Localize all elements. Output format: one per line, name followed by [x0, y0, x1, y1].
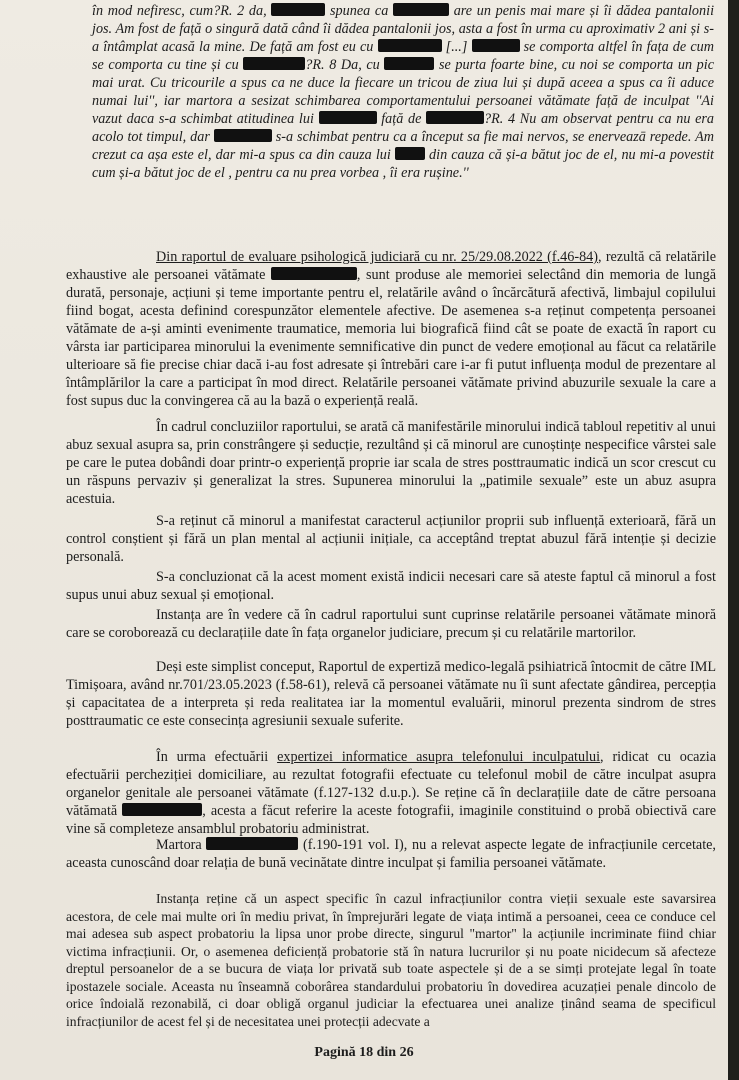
redaction-mark — [122, 803, 202, 816]
paragraph-text: În urma efectuării — [156, 749, 278, 765]
paragraph-psychiatric-expertise: Deși este simplist conceput, Raportul de expertiză medico-legală psihiatrică întocmit de către IML Timișoara, având nr.701/23.05.2023 (f.58-61), relevă că persoanei vătămate nu îi sunt afectate gândirea, percepția și capacitatea de a interpreta și reda realitatea iar la momentul evaluării, minorul prezenta sindrom de stres posttraumatic ce este consecința agresiunii sexuale suferite. — [66, 659, 716, 729]
testimony-quote — [92, 2, 714, 182]
paragraph-text: (f.190-191 vol. I), nu a relevat aspecte legate de infracțiunile cercetate, aceasta cunoscând doar relația de bună vecinătate dintre inculpat și familia persoanei vătămate. — [66, 837, 716, 871]
quote-segment: s-a schimbat pentru ca a început sa fie mai nervos, se enerveazā repede. Am crezut ca așa este el, dar mi-a spus ca din cauza lui — [92, 129, 714, 163]
paragraph-psych-report — [66, 248, 716, 410]
redaction-mark — [243, 57, 305, 70]
expertise-reference: expertizei informatice asupra telefonului inculpatului — [277, 749, 601, 765]
quote-segment: ?R. 8 Da, cu — [305, 57, 385, 73]
quote-segment: față de — [376, 111, 427, 127]
quote-segment: din cauza că și-a bătut joc de el, nu mi-a povestit cum și-a bătut joc de el , pentru ca nu prea vorbea , îi era rușine.'' — [92, 147, 714, 181]
paragraph-witness — [66, 836, 716, 872]
paragraph-court-considers: Instanța are în vedere că în cadrul raportului sunt cuprinse relatările persoanei vătămate minoră care se coroborează cu declarațiile date în fața organelor judiciare, precum și cu relatările martorilor. — [66, 607, 716, 641]
redaction-mark — [206, 837, 298, 850]
quote-segment: spunea ca — [325, 3, 393, 19]
paragraph-text: , ridicat cu ocazia efectuării percheziției domiciliare, au rezultat fotografii efectuate cu telefonul mobil de către inculpat asupra organelor genitale ale persoanei vătămate (f.127-132 d.u.p.). Se reține că în declarațiile date de către persoana vătămată — [66, 749, 716, 819]
redaction-mark — [319, 111, 377, 124]
redaction-mark — [393, 3, 449, 16]
redaction-mark — [472, 39, 520, 52]
paragraph-it-expertise — [66, 748, 716, 838]
redaction-mark — [271, 3, 325, 16]
quote-segment: se purta foarte bine, cu noi se comporta un pic mai urat. Cu tricourile a spus ca ne duce la fiecare un tricou de ziua lui și după aceea a spus ca îi aduce numai lui'', iar martora a sesizat schimbarea comportamentului persoanei vătămate față de inculpat ''Ai vazut daca s-a schimbat atitudinea lui — [92, 57, 714, 127]
paragraph-text: , acesta a făcut referire la aceste fotografii, imaginile constituind o probă obiectivă care vine să completeze ansamblul probatoriu administrat. — [66, 803, 717, 837]
paragraph-retained: S-a reținut că minorul a manifestat caracterul acțiunilor proprii sub influență exterioară, fără un control conștient și fără un plan mental al acțiunii inițiale, ca acceptând treptat abuzul fără intenție și decizie personală. — [66, 513, 716, 565]
paragraph-text: , sunt produse ale memoriei selectând din memoria de lungă durată, personaje, acțiuni și teme importante pentru el, relatările având o încărcătură afectivă, limbajul copilului fiind bogat, acesta definind corespunzător elementele afective. De asemenea s-a reținut competența persoanei vătămate de a-și aminti evenimente traumatice, memoria lui biografică fiind cât se poate de exactă în raport cu vârsta iar participarea minorului la evenimente semnificative din punct de vedere emoțional au făcut ca relatările ulterioare să fie precise chiar dacă i-au fost adresate și întrebări care i-ar fi putut influența modul de prezentare al întâmplărilor la care a participat în mod direct. Relatările persoanei vătămate privind abuzurile sexuale la care a fost supus duc la convingerea că au la bază o experiență reală. — [66, 267, 716, 409]
redaction-mark — [214, 129, 272, 142]
redaction-mark — [395, 147, 425, 160]
quote-segment: ?R. 4 Nu am observat pentru ca nu era acolo tot timpul, dar — [92, 111, 714, 145]
report-reference: Din raportul de evaluare psihologică judiciară cu nr. 25/29.08.2022 (f.46-84) — [156, 249, 598, 265]
redaction-mark — [426, 111, 484, 124]
paragraph-text: , rezultă că relatările exhaustive ale persoanei vătămate — [66, 249, 716, 283]
paragraph-concluded: S-a concluzionat că la acest moment există indicii necesari care să ateste faptul că minorul a fost supus unui abuz sexual și emoțional. — [66, 569, 716, 603]
paragraph-specific-aspect: Instanța reține că un aspect specific în cazul infracțiunilor contra vieții sexuale este savarsirea acestora, de cele mai multe ori în mediu privat, în împrejurări legate de viața intimă a persoanei, ceea ce conduce cel mai adesea sub aspect probatoriu la lipsa unor probe directe, singurul "martor" la acțiunile incriminate fiind chiar victima infracțiunii. Or, o asemenea deficiență probatorie stă în natura lucrurilor și nu poate nicidecum să afecteze dreptul persoanelor de a se bucura de viața lor privată sub toate aspectele și de a se simți protejate legal în toate ipostazele sociale. Aceasta nu înseamnă coborârea standardului probatoriu în dovedirea acuzației penale dincolo de orice îndoială rezonabilă, ci doar obligă organul judiciar la efectuarea unei analize ținând seama de specificul infracțiunilor de acest fel și de necesitatea unei protecții adecvate a — [66, 891, 716, 1029]
paragraph-text: Martora — [156, 837, 207, 853]
redaction-mark — [271, 267, 357, 280]
quote-segment: se comporta altfel în fața de cum se comporta cu tine și cu — [92, 39, 714, 73]
redaction-mark — [378, 39, 442, 52]
redaction-mark — [384, 57, 434, 70]
quote-segment: are un penis mai mare și îi dădea pantalonii jos. Am fost de față o singură dată când îi dădea pantalonii jos, asta a fost în urma cu aproximativ 2 ani și s-a întâmplat acasă la mine. De față am fost eu cu — [92, 3, 715, 55]
quote-segment: în mod nefiresc, cum?R. 2 da, — [92, 3, 272, 19]
quote-segment: [...] — [441, 39, 472, 55]
page-number: Pagină 18 din 26 — [314, 1045, 414, 1060]
paragraph-conclusions: În cadrul concluziilor raportului, se arată că manifestările minorului indică tabloul repetitiv al unui abuz sexual asupra sa, prin constrângere și seducție, rezultând și că minorul are cunoștințe nespecifice vârstei sale pe care le putea dobândi doar printr-o experiență proprie iar scala de stres posttraumatic indică un scor crescut cu un răspuns pervaziv și generalizat la stres. Supunerea minorului la „patimile sexuale” este un abuz asupra acestuia. — [66, 419, 716, 507]
